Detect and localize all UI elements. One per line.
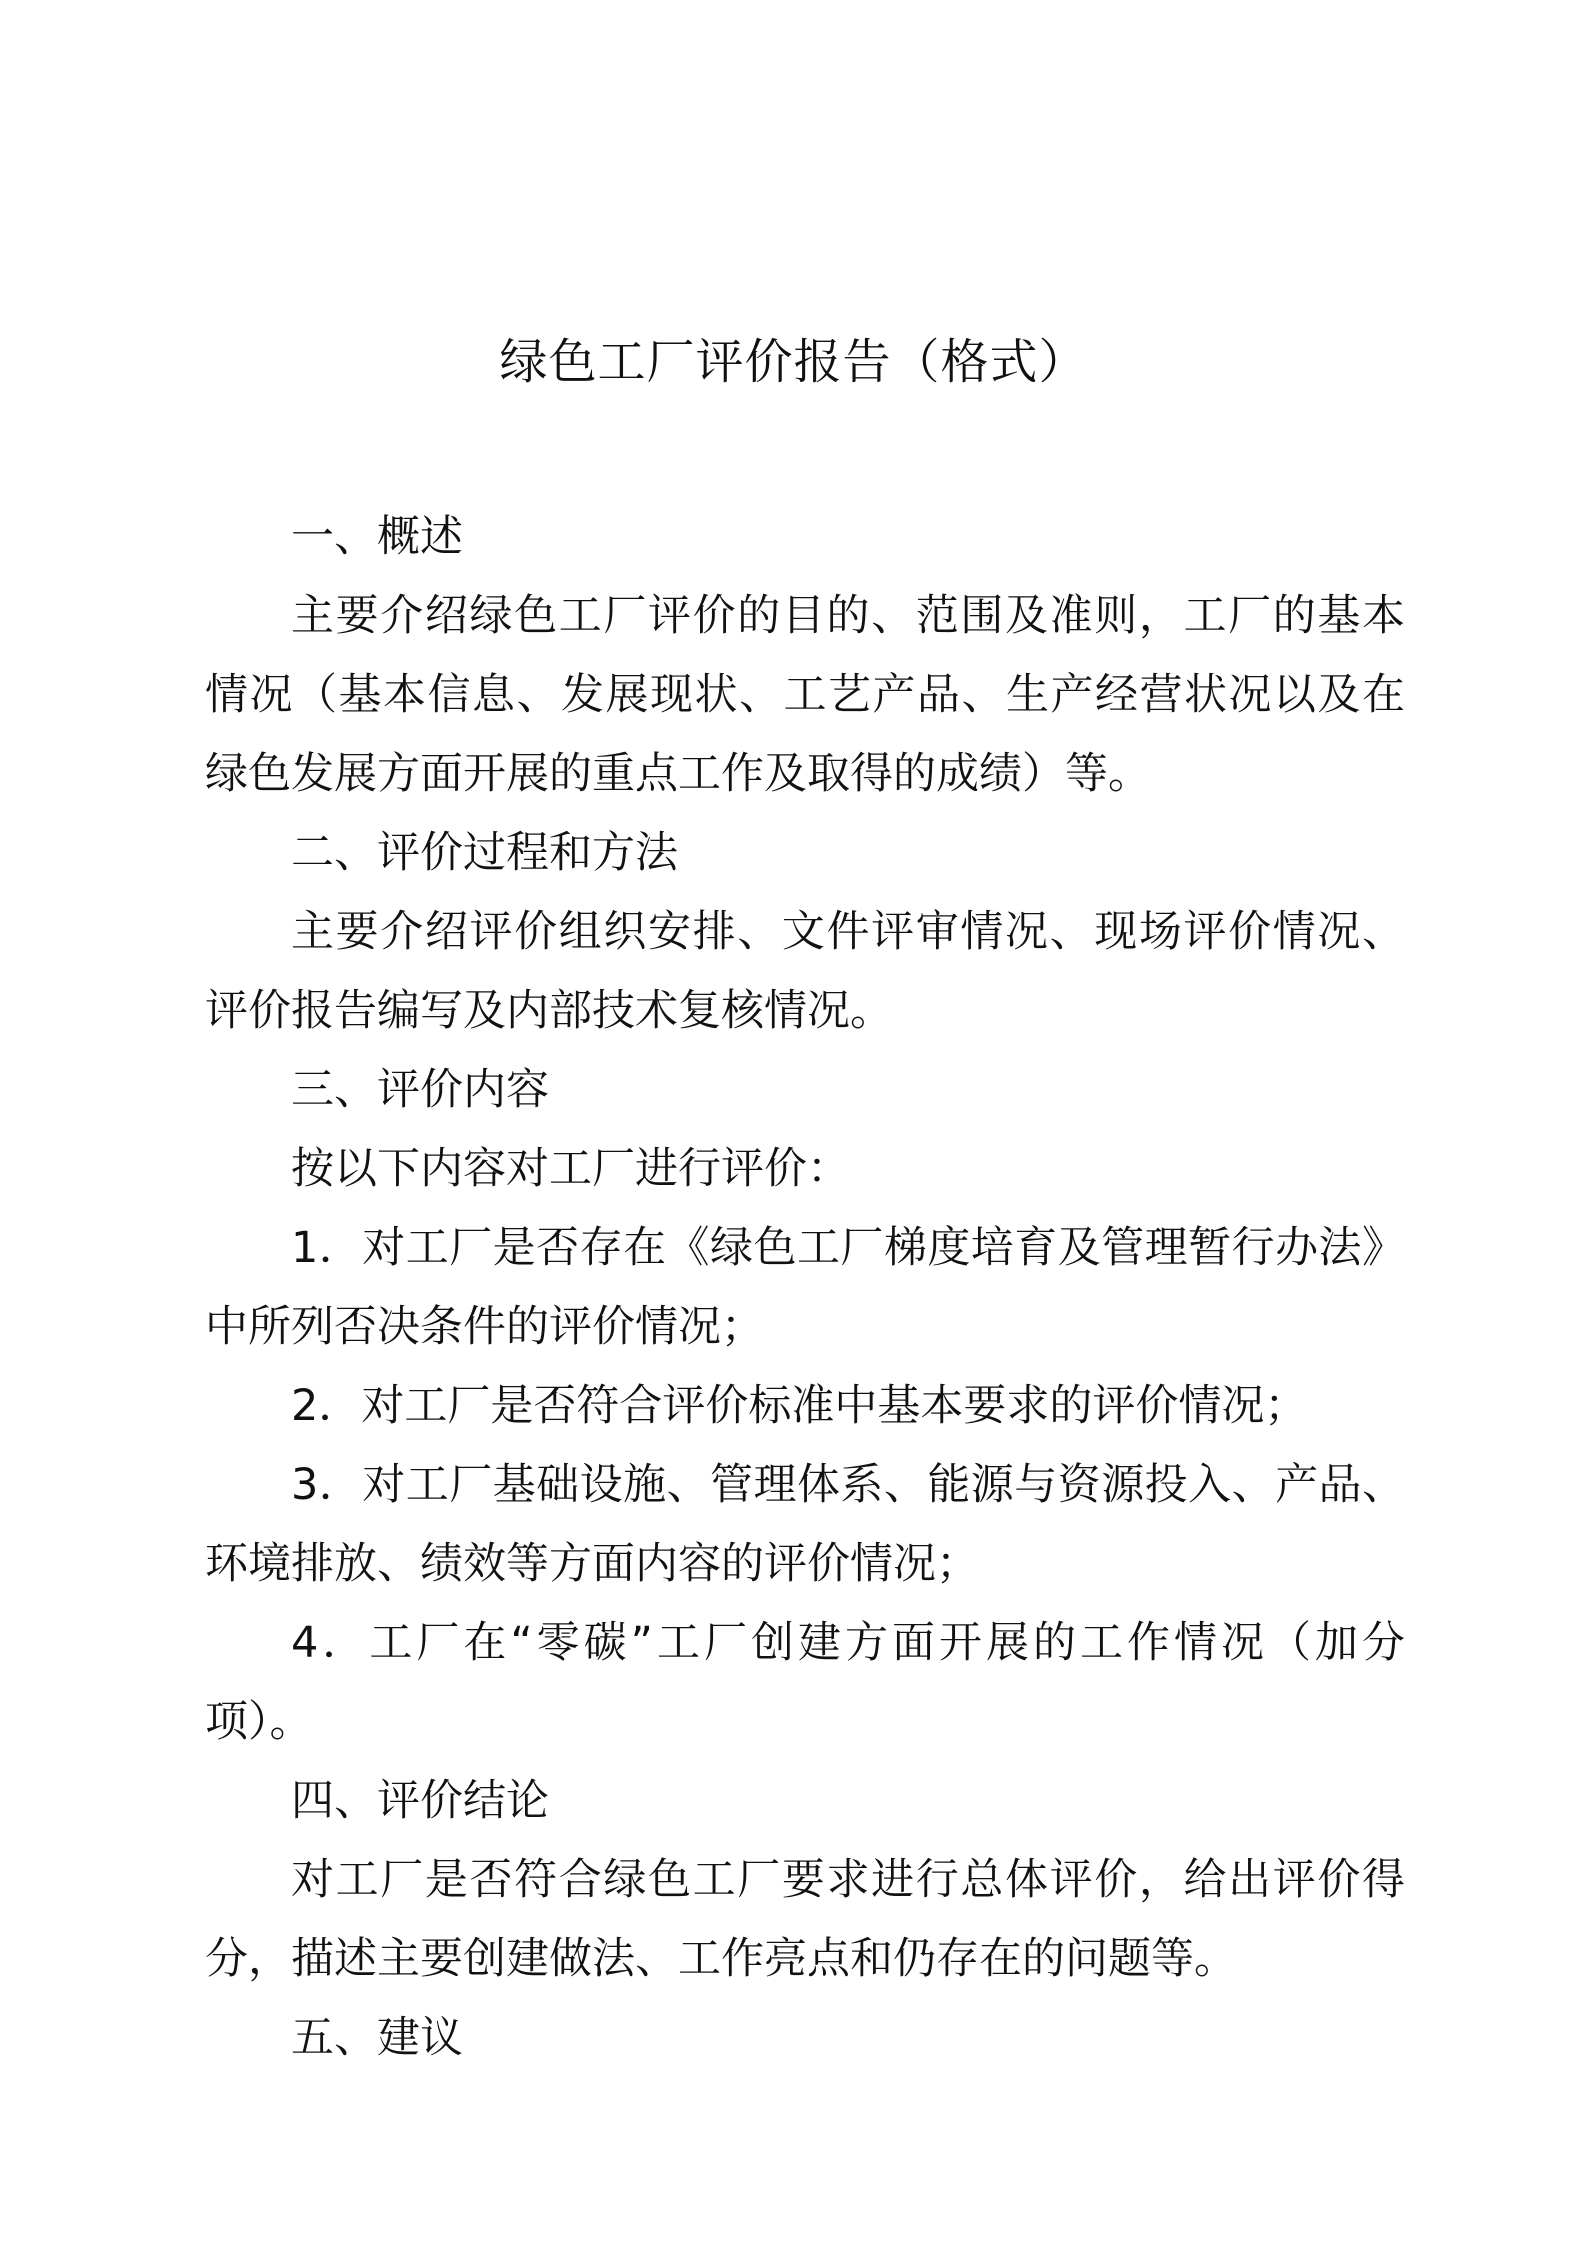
- document-title: 绿色工厂评价报告（格式）: [499, 334, 1088, 390]
- list-item-4: 4．工厂在“零碳”工厂创建方面开展的工作情况（加分项）。: [205, 1618, 1405, 1747]
- list-item-2: 2．对工厂是否符合评价标准中基本要求的评价情况；: [291, 1381, 1308, 1431]
- paragraph-content-intro: 按以下内容对工厂进行评价：: [291, 1144, 850, 1194]
- list-item-1: 1．对工厂是否存在《绿色工厂梯度培育及管理暂行办法》中所列否决条件的评价情况；: [205, 1223, 1405, 1352]
- section-heading-overview: 一、概述: [291, 512, 463, 562]
- section-heading-suggestions: 五、建议: [291, 2013, 463, 2063]
- section-heading-conclusion: 四、评价结论: [291, 1776, 549, 1826]
- paragraph-overview: 主要介绍绿色工厂评价的目的、范围及准则，工厂的基本情况（基本信息、发展现状、工艺产品、生产经营状况以及在绿色发展方面开展的重点工作及取得的成绩）等。: [205, 591, 1405, 799]
- section-heading-process: 二、评价过程和方法: [291, 828, 678, 878]
- section-heading-content: 三、评价内容: [291, 1065, 549, 1115]
- document-body: [205, 498, 1405, 2078]
- paragraph-conclusion: 对工厂是否符合绿色工厂要求进行总体评价，给出评价得分，描述主要创建做法、工作亮点和仍存在的问题等。: [205, 1855, 1405, 1984]
- paragraph-process: 主要介绍评价组织安排、文件评审情况、现场评价情况、评价报告编写及内部技术复核情况。: [205, 907, 1405, 1036]
- list-item-3: 3．对工厂基础设施、管理体系、能源与资源投入、产品、环境排放、绩效等方面内容的评价情况；: [205, 1460, 1405, 1589]
